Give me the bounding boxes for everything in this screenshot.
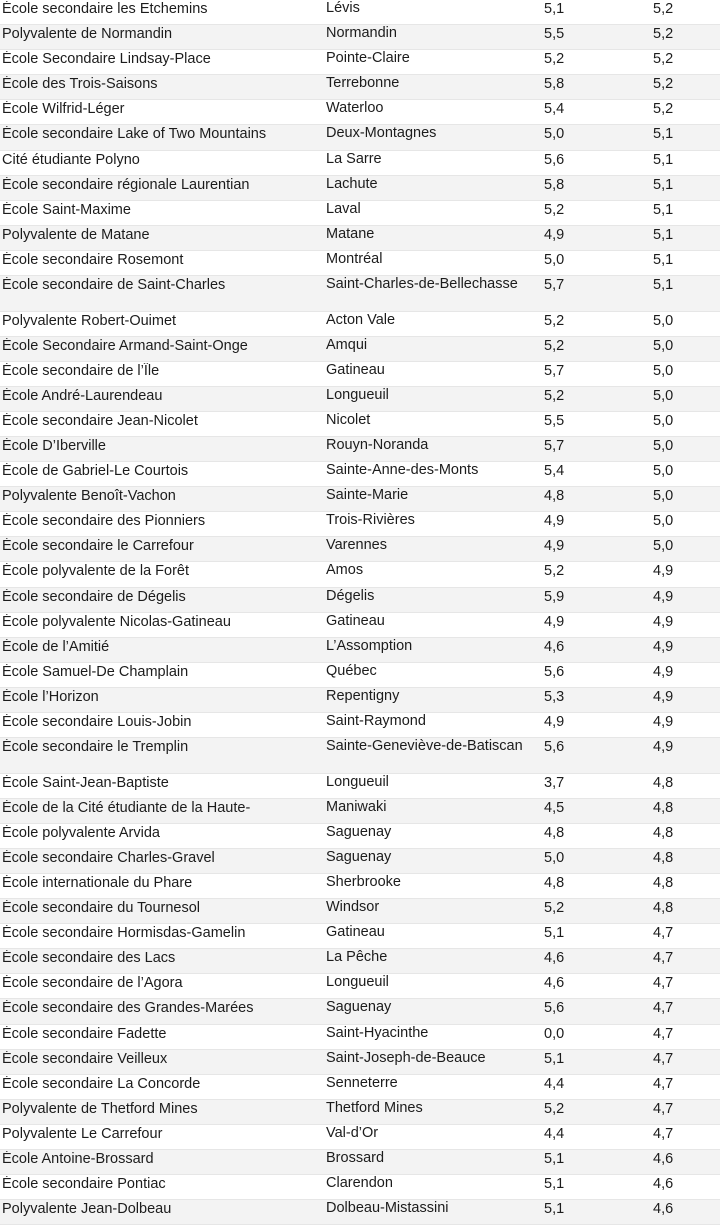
score-2-cell: 5,0 xyxy=(653,312,674,329)
city-cell: Acton Vale xyxy=(326,311,396,328)
score-1-cell: 5,1 xyxy=(544,925,565,942)
city-cell: Saguenay xyxy=(326,999,392,1016)
score-1-cell: 4,9 xyxy=(544,714,565,731)
score-2-cell: 4,9 xyxy=(653,588,674,605)
score-2-cell: 4,8 xyxy=(653,774,674,791)
table-row xyxy=(0,75,720,100)
score-2-cell: 5,1 xyxy=(653,226,674,243)
score-2-cell: 4,7 xyxy=(653,1075,674,1092)
school-name-cell: École polyvalente de la Forêt xyxy=(2,563,189,580)
school-name-cell: École Saint-Maxime xyxy=(2,201,131,218)
score-1-cell: 5,2 xyxy=(544,387,565,404)
school-name-cell: Polyvalente de Normandin xyxy=(2,26,173,43)
table-row xyxy=(0,1125,720,1150)
city-cell: Longueuil xyxy=(326,974,389,991)
table-row xyxy=(0,638,720,663)
score-2-cell: 4,9 xyxy=(653,638,674,655)
score-1-cell: 5,5 xyxy=(544,412,565,429)
table-row xyxy=(0,688,720,713)
table-row xyxy=(0,362,720,387)
school-name-cell: École secondaire La Concorde xyxy=(2,1075,201,1092)
score-2-cell: 5,1 xyxy=(653,176,674,193)
score-2-cell: 5,2 xyxy=(653,101,674,118)
score-1-cell: 5,4 xyxy=(544,101,565,118)
city-cell: Sainte-Geneviève-de-Batiscan xyxy=(326,738,523,755)
school-name-cell: École secondaire des Lacs xyxy=(2,950,176,967)
city-cell: Amqui xyxy=(326,336,368,353)
score-2-cell: 4,7 xyxy=(653,975,674,992)
school-name-cell: Cité étudiante Polyno xyxy=(2,151,140,168)
score-1-cell: 5,7 xyxy=(544,362,565,379)
score-1-cell: 5,6 xyxy=(544,151,565,168)
score-1-cell: 4,8 xyxy=(544,488,565,505)
score-2-cell: 4,9 xyxy=(653,688,674,705)
table-row xyxy=(0,176,720,201)
school-name-cell: Polyvalente Le Carrefour xyxy=(2,1125,163,1142)
table-row xyxy=(0,1075,720,1100)
city-cell: Repentigny xyxy=(326,687,400,704)
school-name-cell: École secondaire régionale Laurentian xyxy=(2,176,250,193)
city-cell: Laval xyxy=(326,200,361,217)
table-row xyxy=(0,613,720,638)
table-row xyxy=(0,562,720,587)
school-name-cell: École secondaire Pontiac xyxy=(2,1176,166,1193)
school-name-cell: École D’Iberville xyxy=(2,438,106,454)
city-cell: Saint-Hyacinthe xyxy=(326,1024,429,1041)
score-2-cell: 5,2 xyxy=(653,26,674,43)
table-row xyxy=(0,201,720,226)
city-cell: Saint-Charles-de-Bellechasse xyxy=(326,276,518,293)
school-name-cell: École Wilfrid-Léger xyxy=(2,101,125,118)
score-2-cell: 4,7 xyxy=(653,1000,674,1017)
score-2-cell: 4,6 xyxy=(653,1151,674,1168)
table-row xyxy=(0,337,720,362)
table-row xyxy=(0,151,720,176)
score-2-cell: 4,7 xyxy=(653,1025,674,1042)
school-name-cell: École polyvalente Nicolas-Gatineau xyxy=(2,613,231,630)
table-row xyxy=(0,1050,720,1075)
table-row xyxy=(0,312,720,337)
score-1-cell: 4,9 xyxy=(544,538,565,555)
table-row xyxy=(0,949,720,974)
city-cell: Normandin xyxy=(326,25,397,42)
score-1-cell: 5,6 xyxy=(544,1000,565,1017)
city-cell: Brossard xyxy=(326,1150,385,1167)
city-cell: Nicolet xyxy=(326,411,371,428)
score-2-cell: 4,7 xyxy=(653,1125,674,1142)
score-2-cell: 5,0 xyxy=(653,538,674,555)
score-2-cell: 5,0 xyxy=(653,438,674,454)
score-1-cell: 5,6 xyxy=(544,663,565,680)
city-cell: Dégelis xyxy=(326,587,375,604)
school-name-cell: École secondaire de Saint-Charles xyxy=(2,277,226,294)
city-cell: Gatineau xyxy=(326,924,385,941)
city-cell: Windsor xyxy=(326,899,380,916)
table-row xyxy=(0,50,720,75)
school-name-cell: École Saint-Jean-Baptiste xyxy=(2,774,169,791)
score-1-cell: 4,4 xyxy=(544,1075,565,1092)
score-2-cell: 5,0 xyxy=(653,513,674,530)
score-1-cell: 4,5 xyxy=(544,799,565,816)
city-cell: La Pêche xyxy=(326,949,388,966)
table-row xyxy=(0,387,720,412)
school-name-cell: École secondaire les Etchemins xyxy=(2,1,208,17)
score-2-cell: 4,6 xyxy=(653,1201,674,1218)
table-row xyxy=(0,100,720,125)
score-1-cell: 5,2 xyxy=(544,337,565,354)
score-1-cell: 4,6 xyxy=(544,975,565,992)
score-2-cell: 5,0 xyxy=(653,387,674,404)
school-name-cell: École André-Laurendeau xyxy=(2,387,163,404)
score-1-cell: 5,5 xyxy=(544,26,565,43)
school-name-cell: École secondaire Jean-Nicolet xyxy=(2,412,198,429)
school-name-cell: École secondaire Rosemont xyxy=(2,251,184,268)
school-name-cell: École secondaire Louis-Jobin xyxy=(2,714,192,731)
score-2-cell: 4,6 xyxy=(653,1176,674,1193)
table-row xyxy=(0,0,720,25)
score-2-cell: 5,1 xyxy=(653,251,674,268)
city-cell: Saguenay xyxy=(326,823,392,840)
school-name-cell: École secondaire Lake of Two Mountains xyxy=(2,126,267,143)
table-row xyxy=(0,588,720,613)
table-row xyxy=(0,824,720,849)
score-2-cell: 4,9 xyxy=(653,714,674,731)
city-cell: Matane xyxy=(326,225,375,242)
city-cell: Saguenay xyxy=(326,848,392,865)
city-cell: Lachute xyxy=(326,175,378,192)
school-name-cell: École secondaire le Tremplin xyxy=(2,739,189,756)
score-1-cell: 4,6 xyxy=(544,950,565,967)
score-2-cell: 5,2 xyxy=(653,51,674,68)
table-row xyxy=(0,462,720,487)
score-1-cell: 4,9 xyxy=(544,613,565,630)
school-name-cell: École Secondaire Lindsay-Place xyxy=(2,51,211,68)
school-name-cell: Polyvalente de Thetford Mines xyxy=(2,1100,198,1117)
school-name-cell: École Samuel-De Champlain xyxy=(2,663,189,680)
score-1-cell: 5,9 xyxy=(544,588,565,605)
score-2-cell: 5,1 xyxy=(653,126,674,143)
score-2-cell: 4,7 xyxy=(653,925,674,942)
school-name-cell: Polyvalente Jean-Dolbeau xyxy=(2,1201,172,1218)
table-row xyxy=(0,899,720,924)
table-row xyxy=(0,849,720,874)
table-row xyxy=(0,1200,720,1225)
school-name-cell: École internationale du Phare xyxy=(2,875,193,891)
table-row xyxy=(0,537,720,562)
school-name-cell: École secondaire du Tournesol xyxy=(2,900,201,917)
score-2-cell: 5,0 xyxy=(653,337,674,354)
school-name-cell: École secondaire de l’Agora xyxy=(2,975,183,992)
score-2-cell: 4,8 xyxy=(653,799,674,816)
city-cell: Pointe-Claire xyxy=(326,50,410,67)
score-1-cell: 5,0 xyxy=(544,251,565,268)
table-row xyxy=(0,412,720,437)
score-1-cell: 5,1 xyxy=(544,1176,565,1193)
city-cell: Gatineau xyxy=(326,361,385,378)
score-1-cell: 4,4 xyxy=(544,1125,565,1142)
table-row xyxy=(0,799,720,824)
score-1-cell: 5,1 xyxy=(544,1,565,17)
city-cell: Saint-Raymond xyxy=(326,713,426,730)
school-name-cell: École des Trois-Saisons xyxy=(2,76,158,93)
school-name-cell: Polyvalente de Matane xyxy=(2,226,150,243)
score-2-cell: 5,2 xyxy=(653,76,674,93)
score-1-cell: 5,3 xyxy=(544,688,565,705)
table-row xyxy=(0,774,720,799)
city-cell: Saint-Joseph-de-Beauce xyxy=(326,1049,486,1066)
score-1-cell: 5,2 xyxy=(544,51,565,68)
table-row xyxy=(0,25,720,50)
city-cell: Waterloo xyxy=(326,100,384,117)
score-1-cell: 5,1 xyxy=(544,1201,565,1218)
score-1-cell: 5,1 xyxy=(544,1050,565,1067)
score-2-cell: 5,1 xyxy=(653,277,674,294)
school-name-cell: Polyvalente Benoît-Vachon xyxy=(2,488,176,505)
school-name-cell: Polyvalente Robert-Ouimet xyxy=(2,312,177,329)
school-name-cell: École polyvalente Arvida xyxy=(2,824,160,841)
school-name-cell: École de l’Amitié xyxy=(2,638,110,655)
score-2-cell: 4,8 xyxy=(653,849,674,866)
city-cell: Sainte-Anne-des-Monts xyxy=(326,462,479,479)
school-name-cell: École de Gabriel-Le Courtois xyxy=(2,463,189,480)
score-1-cell: 5,2 xyxy=(544,563,565,580)
table-row xyxy=(0,713,720,738)
score-1-cell: 5,1 xyxy=(544,1151,565,1168)
school-name-cell: École secondaire de Dégelis xyxy=(2,588,186,605)
table-row xyxy=(0,974,720,999)
city-cell: Longueuil xyxy=(326,773,389,790)
score-2-cell: 5,1 xyxy=(653,201,674,218)
score-2-cell: 5,0 xyxy=(653,488,674,505)
city-cell: Dolbeau-Mistassini xyxy=(326,1200,449,1217)
school-name-cell: École Secondaire Armand-Saint-Onge xyxy=(2,337,248,354)
city-cell: Terrebonne xyxy=(326,75,400,92)
table-row xyxy=(0,512,720,537)
table-row xyxy=(0,437,720,462)
city-cell: Deux-Montagnes xyxy=(326,125,437,142)
city-cell: Amos xyxy=(326,562,364,579)
table-row xyxy=(0,874,720,899)
score-2-cell: 4,9 xyxy=(653,563,674,580)
city-cell: Montréal xyxy=(326,250,383,267)
table-row xyxy=(0,1100,720,1125)
table-row xyxy=(0,924,720,949)
score-1-cell: 4,8 xyxy=(544,875,565,891)
score-2-cell: 4,8 xyxy=(653,875,674,891)
city-cell: Val-d’Or xyxy=(326,1124,379,1141)
city-cell: La Sarre xyxy=(326,150,382,167)
school-name-cell: École de la Cité étudiante de la Haute- xyxy=(2,799,251,816)
table-row xyxy=(0,1150,720,1175)
city-cell: Senneterre xyxy=(326,1074,398,1091)
city-cell: Clarendon xyxy=(326,1175,393,1192)
table-row xyxy=(0,487,720,512)
school-name-cell: École secondaire Veilleux xyxy=(2,1050,168,1067)
school-name-cell: École secondaire Fadette xyxy=(2,1025,167,1042)
score-2-cell: 5,0 xyxy=(653,463,674,480)
score-1-cell: 5,2 xyxy=(544,201,565,218)
score-2-cell: 4,8 xyxy=(653,900,674,917)
score-1-cell: 5,7 xyxy=(544,277,565,294)
city-cell: Sherbrooke xyxy=(326,874,401,890)
score-2-cell: 5,0 xyxy=(653,362,674,379)
school-name-cell: École secondaire Charles-Gravel xyxy=(2,849,215,866)
city-cell: Lévis xyxy=(326,0,360,16)
score-2-cell: 4,9 xyxy=(653,663,674,680)
score-2-cell: 4,7 xyxy=(653,1100,674,1117)
score-1-cell: 0,0 xyxy=(544,1025,565,1042)
school-name-cell: École secondaire Hormisdas-Gamelin xyxy=(2,925,246,942)
score-2-cell: 4,7 xyxy=(653,950,674,967)
score-1-cell: 5,7 xyxy=(544,438,565,454)
score-1-cell: 5,4 xyxy=(544,463,565,480)
table-row xyxy=(0,125,720,150)
score-1-cell: 3,7 xyxy=(544,774,565,791)
score-1-cell: 5,8 xyxy=(544,176,565,193)
score-2-cell: 4,7 xyxy=(653,1050,674,1067)
score-1-cell: 4,6 xyxy=(544,638,565,655)
score-1-cell: 5,0 xyxy=(544,126,565,143)
city-cell: Maniwaki xyxy=(326,798,387,815)
city-cell: Rouyn-Noranda xyxy=(326,437,429,453)
score-2-cell: 4,8 xyxy=(653,824,674,841)
score-1-cell: 5,2 xyxy=(544,900,565,917)
score-1-cell: 5,2 xyxy=(544,312,565,329)
table-row xyxy=(0,1175,720,1200)
score-1-cell: 4,9 xyxy=(544,513,565,530)
score-2-cell: 5,0 xyxy=(653,412,674,429)
school-name-cell: École Antoine-Brossard xyxy=(2,1151,154,1168)
school-name-cell: École secondaire de l’Île xyxy=(2,362,160,379)
table-row xyxy=(0,663,720,688)
city-cell: Thetford Mines xyxy=(326,1099,423,1116)
table-row xyxy=(0,999,720,1024)
school-name-cell: École secondaire le Carrefour xyxy=(2,538,194,555)
score-2-cell: 5,1 xyxy=(653,151,674,168)
table-row xyxy=(0,251,720,276)
score-2-cell: 5,2 xyxy=(653,1,674,17)
score-2-cell: 4,9 xyxy=(653,613,674,630)
table-row xyxy=(0,226,720,251)
table-row xyxy=(0,738,720,774)
score-1-cell: 5,0 xyxy=(544,849,565,866)
city-cell: Gatineau xyxy=(326,612,385,629)
score-1-cell: 4,9 xyxy=(544,226,565,243)
school-name-cell: École secondaire des Grandes-Marées xyxy=(2,1000,254,1017)
school-name-cell: École l’Horizon xyxy=(2,688,99,705)
score-1-cell: 4,8 xyxy=(544,824,565,841)
city-cell: Longueuil xyxy=(326,386,389,403)
city-cell: L’Assomption xyxy=(326,637,413,654)
score-1-cell: 5,6 xyxy=(544,739,565,756)
city-cell: Sainte-Marie xyxy=(326,487,409,504)
school-name-cell: École secondaire des Pionniers xyxy=(2,513,206,530)
city-cell: Varennes xyxy=(326,537,387,554)
score-1-cell: 5,2 xyxy=(544,1100,565,1117)
table-row xyxy=(0,1025,720,1050)
city-cell: Trois-Rivières xyxy=(326,512,415,529)
score-2-cell: 4,9 xyxy=(653,739,674,756)
city-cell: Québec xyxy=(326,662,377,679)
table-row xyxy=(0,276,720,312)
score-1-cell: 5,8 xyxy=(544,76,565,93)
